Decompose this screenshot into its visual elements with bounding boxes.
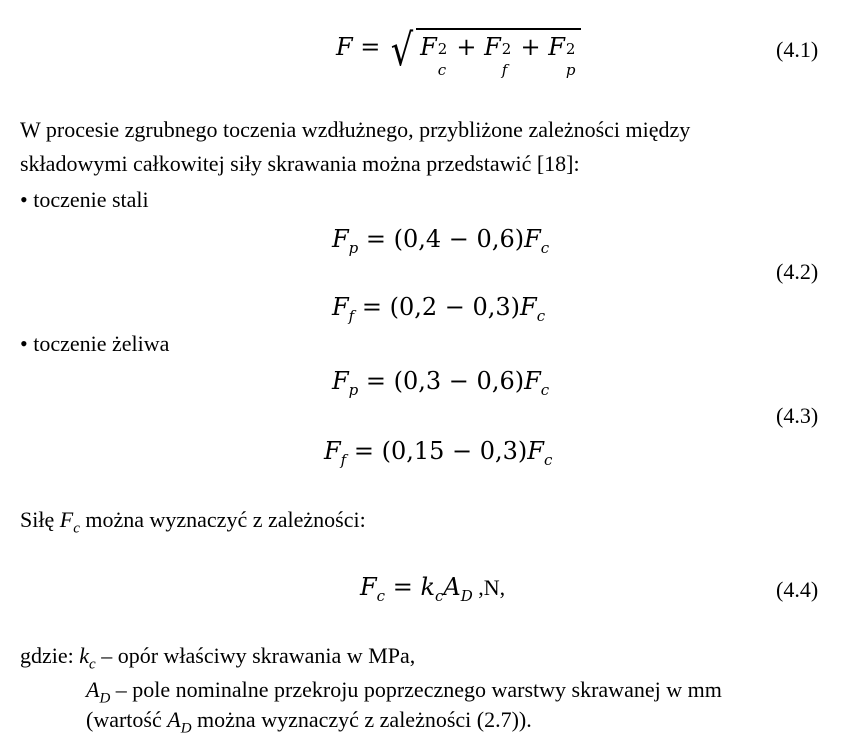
eq44-a-base: A — [443, 573, 461, 601]
intro-line-2: składowymi całkowitej siły skrawania można przedstawić [18]: — [20, 151, 580, 176]
where-a-desc: – pole nominalne przekroju poprzecznego warstwy skrawanej w mm — [110, 677, 722, 702]
eq-rsub: c — [543, 450, 553, 469]
eq-rhs: = (0,15 − 0,3) — [353, 437, 528, 465]
bullet-label: toczenie stali — [33, 187, 149, 212]
eq44-lhs-base: F — [360, 573, 377, 601]
eq44-a-sub: D — [460, 586, 473, 605]
eq-base: F — [332, 293, 349, 321]
where-ad — [86, 676, 838, 707]
fc-intro-post: można wyznaczyć z zależności: — [79, 507, 366, 532]
plus-sign: + — [520, 33, 541, 61]
eq44-lhs-sub: c — [376, 586, 386, 605]
bullet-label: toczenie żeliwa — [33, 331, 170, 356]
where-kc — [20, 642, 416, 673]
fc-intro — [20, 506, 366, 537]
equation-number-4-1: (4.1) — [776, 37, 819, 62]
eq-sub: f — [340, 450, 347, 469]
term-base: F — [484, 33, 501, 61]
eq-rbase: F — [524, 367, 541, 395]
bullet-steel — [20, 186, 149, 214]
eq44-equals: = — [392, 573, 413, 601]
fc-intro-base: F — [59, 507, 74, 532]
term-base: F — [420, 33, 437, 61]
square-root — [388, 25, 581, 79]
radical-sign-icon: √ — [390, 25, 414, 76]
equation-number-4-2: (4.2) — [776, 259, 819, 284]
where-cont-base: A — [167, 707, 181, 732]
where-cont-post: można wyznaczyć z zależności (2.7)). — [191, 707, 532, 732]
eq-sub: p — [348, 238, 359, 257]
eq-base: F — [332, 225, 349, 253]
equation-number-4-3: (4.3) — [776, 403, 819, 428]
eq44-k-base: k — [420, 573, 435, 601]
eq-sub: f — [348, 306, 355, 325]
eq-rsub: c — [536, 306, 546, 325]
fc-intro-pre: Siłę — [20, 507, 60, 532]
equation-iron-ff — [324, 436, 553, 469]
bullet-icon: • — [20, 331, 28, 356]
eq-rsub: c — [540, 380, 550, 399]
where-ad-continuation — [86, 706, 532, 737]
eq-base: F — [324, 437, 341, 465]
where-lead: gdzie: — [20, 643, 80, 668]
eq41-equals: = — [360, 33, 381, 61]
where-cont-pre: (wartość — [86, 707, 168, 732]
term-base: F — [548, 33, 565, 61]
where-k-sub: c — [89, 656, 96, 673]
eq-rbase: F — [527, 437, 544, 465]
equation-4-4 — [360, 572, 506, 605]
equation-number-4-4: (4.4) — [776, 577, 819, 602]
equation-iron-fp — [332, 366, 550, 399]
eq-rbase: F — [520, 293, 537, 321]
eq-rhs: = (0,3 − 0,6) — [365, 367, 525, 395]
eq-rsub: c — [540, 238, 550, 257]
eq-rbase: F — [524, 225, 541, 253]
where-a-base: A — [86, 677, 100, 702]
eq41-lhs: F — [336, 33, 353, 61]
where-cont-sub: D — [180, 720, 192, 737]
eq-rhs: = (0,2 − 0,3) — [361, 293, 521, 321]
where-k-desc: – opór właściwy skrawania w MPa, — [95, 643, 416, 668]
where-k-base: k — [79, 643, 90, 668]
radicand: F 2 c + F 2 f + F 2 p — [416, 28, 581, 62]
intro-line-1: W procesie zgrubnego toczenia wzdłużnego, przybliżone zależności między — [20, 117, 691, 142]
bullet-iron — [20, 330, 169, 358]
eq-rhs: = (0,4 − 0,6) — [365, 225, 525, 253]
eq44-k-sub: c — [435, 586, 444, 605]
eq44-unit: ,N, — [472, 575, 506, 600]
bullet-icon: • — [20, 187, 28, 212]
eq-base: F — [332, 367, 349, 395]
equation-steel-fp — [332, 224, 550, 257]
equation-steel-ff — [332, 292, 546, 325]
plus-sign: + — [456, 33, 477, 61]
where-a-sub: D — [99, 690, 111, 707]
eq-sub: p — [348, 380, 359, 399]
equation-4-1 — [336, 25, 581, 79]
fc-intro-sub: c — [73, 520, 80, 537]
